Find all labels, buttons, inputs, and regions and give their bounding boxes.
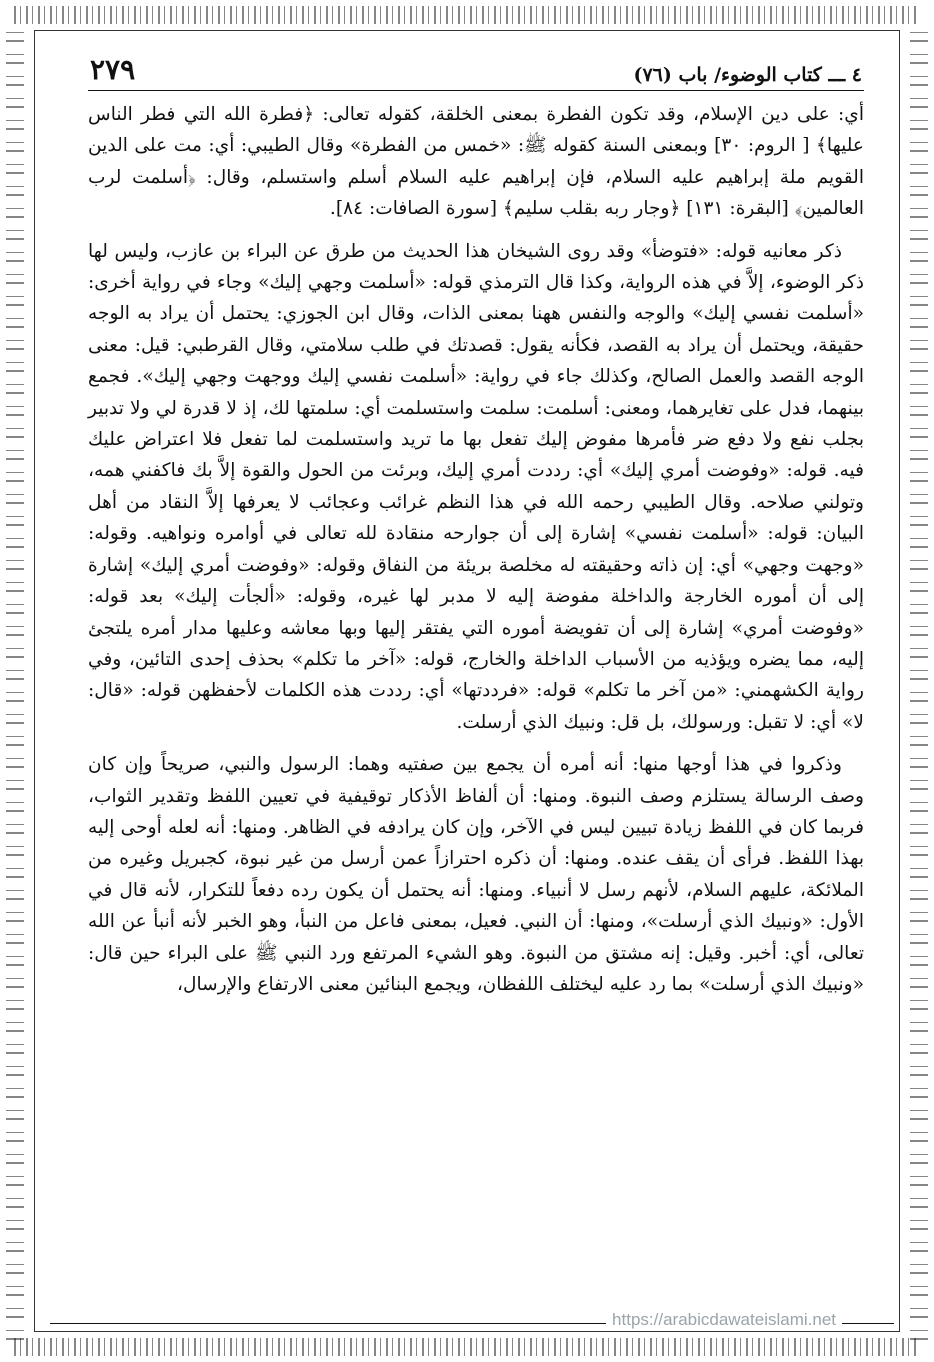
watermark-url: https://arabicdawateislami.net <box>606 1310 842 1330</box>
running-title: ٤ ـــ كتاب الوضوء/ باب (٧٦) <box>633 64 862 86</box>
decorative-border-bottom <box>14 1338 920 1356</box>
paragraph: وذكروا في هذا أوجها منها: أنه أمره أن يجمع بين صفتيه وهما: الرسول والنبي، صريحاً وإن كان وصف الرسالة يستلزم وصف النبوة. ومنها: أن ألفاظ الأذكار توقيفية في تعيين اللفظ وتقدير الثواب، فربما كان في اللفظ زيادة تبيين ليس في الآخر، وإن كان يرادفه في الظاهر. ومنها: أنه لعله أوحى إليه بهذا اللفظ. فرأى أن يقف عنده. ومنها: أن ذكره احترازاً عمن أرسل من غير نبوة، كجبريل وغيره من الملائكة، عليهم السلام، لأنهم رسل لا أنبياء. ومنها: أنه يحتمل أن يكون رده دفعاً للتكرار، لأنه قال في الأول: «ونبيك الذي أرسلت»، ومنها: أن النبي. فعيل، بمعنى فاعل من النبأ، وهو الخبر لأنه أنبأ عن الله تعالى، أي: أخبر. وقيل: إنه مشتق من النبوة. وهو الشيء المرتفع ورد النبي ﷺ على البراء حين قال: «ونبيك الذي أرسلت» بما رد عليه ليختلف اللفظان، ويجمع البنائين معنى الارتفاع والإرسال، <box>88 754 864 995</box>
body-text <box>88 99 864 1000</box>
book-page <box>88 48 864 1322</box>
decorative-border-right <box>910 22 928 1340</box>
paragraph: ذكر معانيه قوله: «فتوضأ» وقد روى الشيخان هذا الحديث من طرق عن البراء بن عازب، وليس لها ذكر الوضوء، إلاَّ في هذه الرواية، وكذا قال الترمذي قوله: «أسلمت وجهي إليك» وجاء في رواية أخرى: «أسلمت نفسي إليك» والوجه والنفس ههنا بمعنى الذات، وقال ابن الجوزي: يحتمل أن يراد به الوجه حقيقة، ويحتمل أن يراد به القصد، فكأنه يقول: قصدتك في طلب سلامتي، وقال القرطبي: قيل: معنى الوجه القصد والعمل الصالح، وكذلك جاء في رواية: «أسلمت نفسي إليك ووجهت وجهي إليك». فجمع بينهما، فدل على تغايرهما، ومعنى: أسلمت: سلمت واستسلمت أي: سلمتها لك، إذ لا قدرة لي ولا تدبير بجلب نفع ولا دفع ضر فأمرها مفوض إليك تفعل بها ما تريد واستسلمت لما تفعل فلا اعتراض عليك فيه. قوله: «وفوضت أمري إليك» أي: رددت أمري إليك، وبرئت من الحول والقوة إلاَّ بك فاكفني همه، وتولني صلاحه. وقال الطيبي رحمه الله في هذا النظم غرائب وعجائب لا يعرفها إلاَّ النقاد من أهل البيان: قوله: «أسلمت نفسي» إشارة إلى أن جوارحه منقادة لله تعالى في أوامره ونواهيه. وقوله: «وجهت وجهي» أي: إن ذاته وحقيقته له مخلصة بريئة من النفاق وقوله: «وفوضت أمري إليك» إشارة إلى أن أموره الخارجة والداخلة مفوضة إليه لا مدبر لها غيره، وقوله: «ألجأت إليك» بعد قوله: «وفوضت أمري» إشارة إلى أن تفويضة أموره التي يفتقر إليها وبها معاشه وعليها مدار أمره يلتجئ إليه، مما يضره ويؤذيه من الأسباب الداخلة والخارج، قوله: «آخر ما تكلم» بحذف إحدى التائين، وفي رواية الكشهمني: «من آخر ما تكلم» قوله: «فرددتها» أي: رددت هذه الكلمات لأحفظهن قوله: «قال: لا» أي: لا تقبل: ورسولك، بل قل: ونبيك الذي أرسلت. <box>88 240 864 733</box>
page-header <box>88 48 864 91</box>
paragraph: أي: على دين الإسلام، وقد تكون الفطرة بمعنى الخلقة، كقوله تعالى: ﴿فطرة الله التي فطر الناس عليها﴾ [ الروم: ٣٠] وبمعنى السنة كقوله ﷺ: «خمس من الفطرة» وقال الطيبي: أي: مت على الدين القويم ملة إبراهيم عليه السلام، فإن إبراهيم عليه السلام أسلم واستسلم، وقال: ﴿أسلمت لرب العالمين﴾ [البقرة: ١٣١] ﴿وجار ربه بقلب سليم﴾ [سورة الصافات: ٨٤]. <box>88 104 864 220</box>
decorative-border-top <box>14 6 920 24</box>
page-number: ٢٧٩ <box>90 53 136 86</box>
decorative-border-left <box>6 22 24 1340</box>
